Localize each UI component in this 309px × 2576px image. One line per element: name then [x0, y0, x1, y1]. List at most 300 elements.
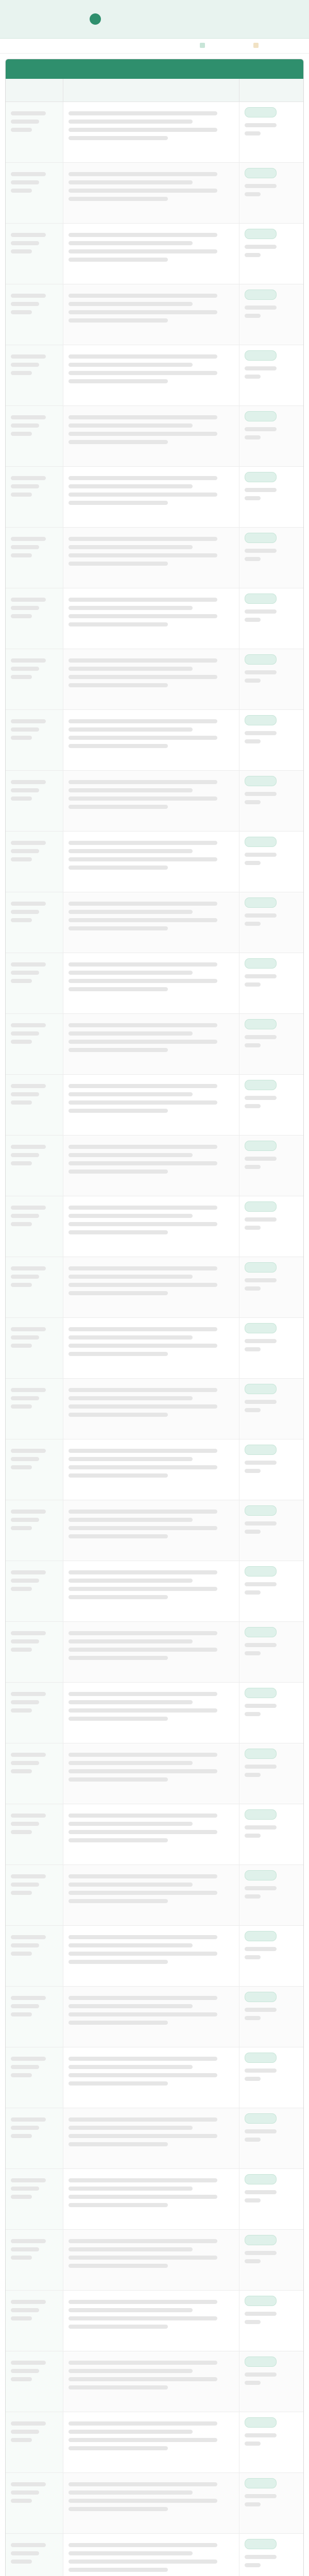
text-line — [11, 128, 32, 132]
status-badge — [245, 897, 277, 908]
text-line — [68, 258, 168, 262]
text-line — [245, 1469, 261, 1473]
text-line — [68, 2369, 193, 2373]
table-cell-details — [63, 2108, 239, 2168]
text-line — [245, 2563, 261, 2567]
table-cell-key — [6, 1743, 63, 1804]
status-badge — [245, 168, 277, 178]
text-line — [68, 2430, 193, 2434]
text-line — [68, 736, 217, 740]
text-line — [245, 306, 277, 310]
table-cell-notes — [239, 1561, 303, 1621]
text-line — [11, 1327, 46, 1331]
table-cell-key — [6, 2473, 63, 2533]
text-line — [68, 788, 193, 792]
status-badge — [245, 2235, 277, 2245]
text-line — [68, 2300, 217, 2304]
status-badge — [245, 2113, 277, 2124]
text-line — [68, 2560, 217, 2564]
title-bar — [0, 0, 309, 39]
text-line — [68, 241, 193, 245]
table-cell-key — [6, 1136, 63, 1196]
text-line — [245, 2077, 261, 2081]
text-line — [245, 2016, 261, 2020]
text-line — [11, 2560, 32, 2564]
text-line — [68, 857, 217, 861]
table-cell-details — [63, 2534, 239, 2576]
table-cell-key — [6, 2230, 63, 2290]
table-cell-notes — [239, 345, 303, 405]
text-line — [68, 2316, 217, 2320]
text-line — [68, 2325, 168, 2329]
text-line — [68, 2507, 168, 2511]
text-line — [11, 1214, 39, 1218]
table-cell-key — [6, 1500, 63, 1561]
status-badge — [245, 1080, 277, 1090]
table-row — [6, 1439, 303, 1500]
table-cell-notes — [239, 1865, 303, 1925]
text-line — [11, 1283, 32, 1287]
text-line — [245, 1096, 277, 1100]
text-line — [68, 432, 217, 436]
text-line — [11, 1761, 39, 1765]
text-line — [68, 2499, 217, 2503]
text-line — [68, 2142, 168, 2146]
text-line — [68, 501, 168, 505]
text-line — [11, 484, 39, 488]
text-line — [245, 2312, 277, 2316]
text-line — [11, 1518, 39, 1522]
text-line — [245, 1104, 261, 1108]
table-cell-notes — [239, 1136, 303, 1196]
table-cell-details — [63, 406, 239, 466]
text-line — [68, 2195, 217, 2199]
table-row — [6, 832, 303, 892]
status-badge — [245, 594, 277, 604]
text-line — [68, 1874, 217, 1878]
text-line — [11, 189, 32, 193]
text-line — [245, 549, 277, 553]
text-line — [245, 861, 261, 865]
table-cell-notes — [239, 710, 303, 770]
text-line — [68, 971, 193, 975]
text-line — [11, 1639, 39, 1643]
text-line — [245, 1165, 261, 1169]
table-cell-details — [63, 2412, 239, 2472]
table-row — [6, 1683, 303, 1743]
table-cell-key — [6, 528, 63, 588]
status-badge — [245, 2174, 277, 2184]
text-line — [11, 2300, 46, 2304]
table-cell-key — [6, 406, 63, 466]
text-line — [11, 1040, 32, 1044]
text-line — [245, 2259, 261, 2263]
text-line — [245, 557, 261, 561]
table-cell-notes — [239, 1196, 303, 1257]
table-cell-key — [6, 1987, 63, 2047]
text-line — [11, 675, 32, 679]
status-badge — [245, 776, 277, 786]
text-line — [68, 841, 217, 845]
table-cell-details — [63, 1257, 239, 1317]
table-column-header — [239, 79, 303, 101]
text-line — [68, 1518, 193, 1522]
status-badge — [245, 2053, 277, 2063]
text-line — [68, 667, 193, 671]
text-line — [245, 2320, 261, 2324]
text-line — [11, 1769, 32, 1773]
table-row — [6, 1196, 303, 1257]
text-line — [68, 545, 193, 549]
table-cell-details — [63, 1987, 239, 2047]
text-line — [68, 2178, 217, 2182]
text-line — [11, 1396, 39, 1400]
table-header — [6, 79, 303, 102]
text-line — [68, 2308, 193, 2312]
table-cell-notes — [239, 102, 303, 162]
table-cell-notes — [239, 1257, 303, 1317]
table-row — [6, 467, 303, 528]
table-cell-notes — [239, 771, 303, 831]
text-line — [245, 314, 261, 318]
table-cell-key — [6, 1439, 63, 1500]
text-line — [68, 1344, 217, 1348]
table-cell-notes — [239, 2047, 303, 2108]
table-cell-details — [63, 1318, 239, 1378]
section-header — [6, 59, 303, 79]
table-cell-notes — [239, 649, 303, 709]
table-cell-key — [6, 1075, 63, 1135]
text-line — [245, 1278, 277, 1282]
text-line — [68, 1952, 217, 1956]
text-line — [68, 1526, 217, 1530]
table-cell-key — [6, 467, 63, 527]
text-line — [11, 1275, 39, 1279]
text-line — [245, 1400, 277, 1404]
table-row — [6, 2047, 303, 2108]
text-line — [68, 1822, 193, 1826]
text-line — [11, 1700, 39, 1704]
text-line — [245, 131, 261, 135]
table-body — [6, 102, 303, 2576]
table-row — [6, 588, 303, 649]
text-line — [11, 493, 32, 497]
text-line — [11, 120, 39, 124]
text-line — [68, 1587, 217, 1591]
table-cell-key — [6, 345, 63, 405]
table-cell-key — [6, 953, 63, 1013]
text-line — [245, 1773, 261, 1777]
text-line — [68, 1283, 217, 1287]
text-line — [245, 1712, 261, 1716]
status-badge — [245, 1992, 277, 2002]
text-line — [11, 1708, 32, 1713]
text-line — [68, 484, 193, 488]
text-line — [68, 2203, 168, 2207]
text-line — [245, 496, 261, 500]
text-line — [11, 2308, 39, 2312]
text-line — [68, 1891, 217, 1895]
text-line — [245, 1651, 261, 1655]
table-cell-key — [6, 2412, 63, 2472]
text-line — [11, 1891, 32, 1895]
text-line — [68, 1388, 217, 1392]
status-badge — [245, 229, 277, 239]
text-line — [11, 2012, 32, 2016]
text-line — [68, 423, 193, 428]
text-line — [11, 294, 46, 298]
table-cell-key — [6, 2169, 63, 2229]
text-line — [68, 1266, 217, 1270]
table-cell-details — [63, 1683, 239, 1743]
table-cell-details — [63, 1379, 239, 1439]
text-line — [245, 609, 277, 614]
table-cell-key — [6, 1865, 63, 1925]
status-badge — [245, 1566, 277, 1577]
table-column-header — [6, 79, 63, 101]
text-line — [68, 1570, 217, 1574]
table-cell-notes — [239, 1926, 303, 1986]
status-badge — [245, 958, 277, 969]
status-badge — [245, 2296, 277, 2306]
status-badge — [245, 290, 277, 300]
table-cell-details — [63, 1622, 239, 1682]
text-line — [68, 1935, 217, 1939]
text-line — [11, 1388, 46, 1392]
table-cell-notes — [239, 953, 303, 1013]
text-line — [68, 2446, 168, 2450]
table-row — [6, 2351, 303, 2412]
text-line — [11, 180, 39, 184]
text-line — [245, 2008, 277, 2012]
status-badge — [245, 1809, 277, 1820]
table-cell-key — [6, 892, 63, 953]
text-line — [68, 910, 193, 914]
table-row — [6, 649, 303, 710]
text-line — [68, 1708, 217, 1713]
text-line — [68, 1275, 193, 1279]
text-line — [68, 1631, 217, 1635]
table-cell-details — [63, 1136, 239, 1196]
text-line — [11, 2065, 39, 2069]
text-line — [11, 2543, 46, 2547]
table-cell-key — [6, 2291, 63, 2351]
text-line — [11, 2239, 46, 2243]
text-line — [11, 719, 46, 723]
table-cell-details — [63, 1439, 239, 1500]
table-row — [6, 1622, 303, 1683]
text-line — [68, 987, 168, 991]
text-line — [11, 233, 46, 237]
text-line — [11, 1510, 46, 1514]
table-cell-notes — [239, 1075, 303, 1135]
text-line — [11, 2499, 32, 2503]
text-line — [68, 926, 168, 930]
page-title — [106, 13, 219, 25]
table-cell-notes — [239, 832, 303, 892]
status-badge — [245, 1141, 277, 1151]
text-line — [68, 1753, 217, 1757]
table-cell-key — [6, 2047, 63, 2108]
table-row — [6, 771, 303, 832]
text-line — [68, 1291, 168, 1295]
table-row — [6, 1257, 303, 1318]
table-cell-notes — [239, 1804, 303, 1865]
text-line — [245, 2190, 277, 2194]
text-line — [68, 1883, 193, 1887]
text-line — [68, 1769, 217, 1773]
text-line — [68, 1465, 217, 1469]
table-row — [6, 1561, 303, 1622]
text-line — [68, 622, 168, 626]
text-line — [11, 2134, 32, 2138]
text-line — [11, 1631, 46, 1635]
text-line — [68, 1352, 168, 1356]
text-line — [68, 1838, 168, 1842]
text-line — [68, 1700, 193, 1704]
text-line — [11, 432, 32, 436]
text-line — [11, 658, 46, 663]
text-line — [68, 727, 193, 732]
text-line — [68, 2073, 217, 2077]
table-cell-key — [6, 163, 63, 223]
table-row — [6, 2169, 303, 2230]
table-row — [6, 406, 303, 467]
text-line — [245, 2372, 277, 2377]
table-cell-notes — [239, 588, 303, 649]
text-line — [11, 2490, 39, 2495]
legend-chip — [253, 43, 259, 48]
text-line — [68, 1153, 193, 1157]
text-line — [11, 2369, 39, 2373]
status-badge — [245, 715, 277, 725]
text-line — [68, 180, 193, 184]
text-line — [68, 1327, 217, 1331]
text-line — [11, 1335, 39, 1340]
text-line — [245, 2555, 277, 2559]
table-cell-details — [63, 102, 239, 162]
table-row — [6, 1500, 303, 1561]
text-line — [68, 598, 217, 602]
status-badge — [245, 350, 277, 361]
text-line — [11, 1344, 32, 1348]
text-line — [68, 294, 217, 298]
table-cell-details — [63, 1561, 239, 1621]
text-line — [68, 1396, 193, 1400]
text-line — [68, 902, 217, 906]
text-line — [11, 971, 39, 975]
table-cell-key — [6, 1804, 63, 1865]
text-line — [68, 1510, 217, 1514]
text-line — [68, 796, 217, 801]
text-line — [68, 1761, 193, 1765]
table-cell-details — [63, 1075, 239, 1135]
table-row — [6, 1865, 303, 1926]
text-line — [245, 1947, 277, 1951]
table-cell-details — [63, 1926, 239, 1986]
table-cell-details — [63, 832, 239, 892]
text-line — [68, 1413, 168, 1417]
text-line — [68, 1023, 217, 1027]
table-cell-notes — [239, 1318, 303, 1378]
table-row — [6, 284, 303, 345]
text-line — [11, 2551, 39, 2555]
text-line — [11, 780, 46, 784]
text-line — [11, 363, 39, 367]
text-line — [11, 1465, 32, 1469]
table-cell-notes — [239, 2534, 303, 2576]
text-line — [68, 1960, 168, 1964]
text-line — [11, 2430, 39, 2434]
text-line — [11, 2187, 39, 2191]
text-line — [11, 1874, 46, 1878]
table-cell-notes — [239, 224, 303, 284]
text-line — [11, 2057, 46, 2061]
legend-chip — [200, 43, 205, 48]
text-line — [68, 606, 193, 610]
text-line — [245, 2069, 277, 2073]
text-line — [245, 913, 277, 918]
text-line — [11, 910, 39, 914]
text-line — [68, 1777, 168, 1782]
status-badge — [245, 2357, 277, 2367]
text-line — [11, 841, 46, 845]
text-line — [11, 476, 46, 480]
status-badge — [245, 1627, 277, 1637]
table-row — [6, 1014, 303, 1075]
table-row — [6, 2412, 303, 2473]
text-line — [245, 184, 277, 188]
text-line — [68, 2081, 168, 2086]
table-cell-details — [63, 284, 239, 345]
text-line — [68, 2490, 193, 2495]
text-line — [11, 1023, 46, 1027]
text-line — [245, 853, 277, 857]
text-line — [11, 1648, 32, 1652]
text-line — [245, 2251, 277, 2255]
text-line — [68, 1222, 217, 1226]
text-line — [11, 857, 32, 861]
table-cell-key — [6, 1926, 63, 1986]
text-line — [68, 1899, 168, 1903]
text-line — [68, 918, 217, 922]
text-line — [68, 493, 217, 497]
text-line — [245, 1521, 277, 1526]
text-line — [68, 1170, 168, 1174]
text-line — [11, 1031, 39, 1036]
text-line — [68, 849, 193, 853]
text-line — [11, 2073, 32, 2077]
text-line — [11, 1830, 32, 1834]
table-cell-notes — [239, 1014, 303, 1074]
text-line — [245, 670, 277, 674]
table-row — [6, 163, 303, 224]
text-line — [68, 1943, 193, 1947]
text-line — [11, 1996, 46, 2000]
table-cell-details — [63, 953, 239, 1013]
text-line — [245, 2442, 261, 2446]
text-line — [245, 123, 277, 127]
table-row — [6, 1804, 303, 1865]
text-line — [11, 1570, 46, 1574]
text-line — [245, 1339, 277, 1343]
text-line — [68, 1639, 193, 1643]
table-row — [6, 1926, 303, 1987]
table-column-header — [63, 79, 239, 101]
table-cell-details — [63, 892, 239, 953]
text-line — [245, 1825, 277, 1829]
text-line — [11, 2438, 32, 2442]
